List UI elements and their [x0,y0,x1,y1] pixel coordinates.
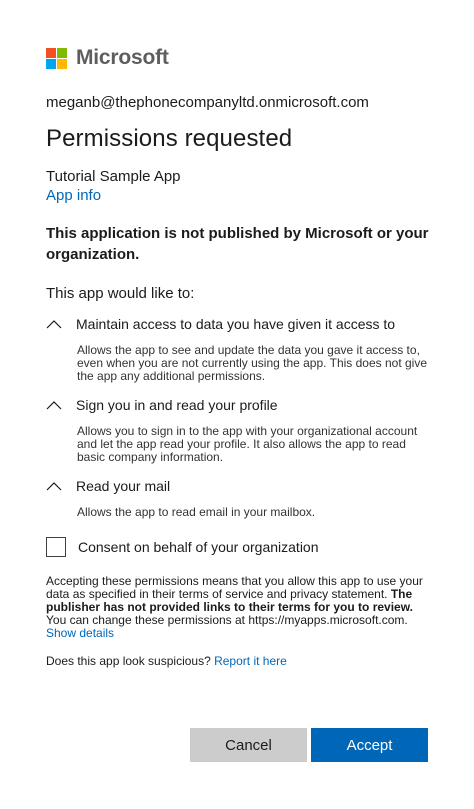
legal-notice [46,575,431,640]
logo-yellow-square [57,59,67,69]
permission-title: Read your mail [76,478,171,494]
legal-bold-warning: The publisher has not provided links to their terms for you to review. [46,587,413,614]
show-details-link[interactable]: Show details [46,626,115,640]
publisher-warning: This application is not published by Microsoft or your organization. [46,225,429,263]
accept-button[interactable]: Accept [311,728,428,762]
button-bar [46,728,431,762]
permission-title: Maintain access to data you have given it access to [76,316,396,332]
report-link[interactable]: Report it here [214,654,287,668]
logo-red-square [46,48,56,58]
legal-text-before: Accepting these permissions means that you allow this app to use your data as specified in their terms of service and privacy statement. [46,574,423,601]
permission-toggle-maintain-access[interactable] [46,316,431,332]
permission-item-sign-in [46,397,431,464]
permission-description: Allows you to sign in to the app with your organizational account and let the app read your profile. It also allows the app to read basic company information. [77,424,418,464]
chevron-up-icon [46,480,62,492]
permission-description: Allows the app to read email in your mailbox. [77,505,316,519]
permission-description: Allows the app to see and update the data you gave it access to, even when you are not currently using the app. This does not give the app any additional permissions. [77,343,427,383]
permission-toggle-read-mail[interactable] [46,478,431,494]
logo-blue-square [46,59,56,69]
consent-row [46,537,431,557]
consent-dialog [46,42,431,754]
permission-item-read-mail [46,478,431,519]
consent-label[interactable]: Consent on behalf of your organization [78,539,319,555]
suspicious-text: Does this app look suspicious? [46,654,215,668]
microsoft-logo-icon [46,48,67,69]
app-name: Tutorial Sample App [46,168,181,185]
permissions-intro: This app would like to: [46,285,195,302]
chevron-up-icon [46,318,62,330]
suspicious-prompt [46,654,431,668]
legal-text-after: You can change these permissions at https://myapps.microsoft.com. [46,613,408,627]
app-info-link[interactable]: App info [46,187,102,204]
permission-toggle-sign-in[interactable] [46,397,431,413]
cancel-button[interactable]: Cancel [190,728,307,762]
consent-checkbox[interactable] [46,537,66,557]
account-email: meganb@thephonecompanyltd.onmicrosoft.com [46,94,369,111]
page-title: Permissions requested [46,125,293,152]
logo-green-square [57,48,67,58]
permission-item-maintain-access [46,316,431,383]
chevron-up-icon [46,399,62,411]
brand-header [46,42,431,74]
brand-name: Microsoft [76,46,169,69]
permission-title: Sign you in and read your profile [76,397,278,413]
